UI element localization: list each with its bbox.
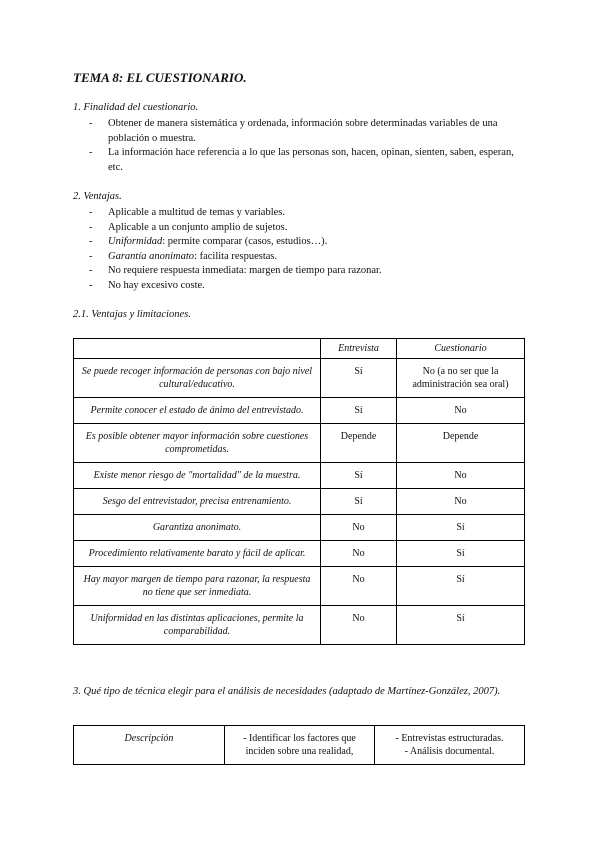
table-cell: No bbox=[321, 541, 397, 567]
table-cell: Procedimiento relativamente barato y fácil de aplicar. bbox=[74, 541, 321, 567]
table-cell: Permite conocer el estado de ánimo del entrevistado. bbox=[74, 398, 321, 424]
technique-table bbox=[73, 725, 525, 765]
comparison-table bbox=[73, 338, 525, 645]
table-row bbox=[74, 567, 525, 606]
table-row bbox=[74, 515, 525, 541]
table-cell: Sí bbox=[397, 515, 525, 541]
table-row bbox=[74, 541, 525, 567]
table-cell: Sí bbox=[397, 567, 525, 606]
table-cell: No bbox=[397, 463, 525, 489]
table-header-cell: Cuestionario bbox=[397, 339, 525, 359]
table-cell: Depende bbox=[397, 424, 525, 463]
table-cell: Sí bbox=[321, 489, 397, 515]
section3-heading: 3. Qué tipo de técnica elegir para el análisis de necesidades (adaptado de Martínez-González, 2007). bbox=[73, 686, 501, 697]
table-cell: Garantiza anonimato. bbox=[74, 515, 321, 541]
table-cell: - Entrevistas estructuradas. - Análisis documental. bbox=[375, 726, 525, 765]
table-cell: No bbox=[397, 489, 525, 515]
table-cell: Descripción bbox=[74, 726, 225, 765]
table-cell: No bbox=[397, 398, 525, 424]
section21-heading: 2.1. Ventajas y limitaciones. bbox=[73, 309, 191, 320]
table-cell: Sí bbox=[321, 463, 397, 489]
table-cell: Sí bbox=[321, 359, 397, 398]
table-cell: Sí bbox=[321, 398, 397, 424]
table-cell: No bbox=[321, 515, 397, 541]
list-item: - La información hace referencia a lo que las personas son, hacen, opinan, sienten, saben, esperan, etc. bbox=[89, 147, 514, 173]
table-cell: Hay mayor margen de tiempo para razonar, la respuesta no tiene que ser inmediata. bbox=[74, 567, 321, 606]
table-row bbox=[74, 489, 525, 515]
section2-heading: 2. Ventajas. bbox=[73, 191, 122, 202]
page-title: TEMA 8: EL CUESTIONARIO. bbox=[73, 70, 247, 85]
table-cell: Es posible obtener mayor información sobre cuestiones comprometidas. bbox=[74, 424, 321, 463]
table-header-row bbox=[74, 339, 525, 359]
table-row bbox=[74, 398, 525, 424]
section1-heading: 1. Finalidad del cuestionario. bbox=[73, 102, 199, 113]
table-cell: Sí bbox=[397, 606, 525, 645]
list-item: - Garantía anonimato: facilita respuestas. bbox=[89, 250, 278, 262]
section1-list bbox=[73, 117, 528, 175]
table-header-cell: Entrevista bbox=[321, 339, 397, 359]
table-header-cell bbox=[74, 339, 321, 359]
table-cell: Uniformidad en las distintas aplicaciones, permite la comparabilidad. bbox=[74, 606, 321, 645]
table-row bbox=[74, 424, 525, 463]
table-cell: - Identificar los factores que inciden sobre una realidad, bbox=[225, 726, 375, 765]
list-item: - No requiere respuesta inmediata: margen de tiempo para razonar. bbox=[89, 265, 382, 276]
table-cell: Depende bbox=[321, 424, 397, 463]
list-item: - Uniformidad: permite comparar (casos, estudios…). bbox=[89, 236, 328, 247]
table-row bbox=[74, 359, 525, 398]
table-cell: No bbox=[321, 606, 397, 645]
table-row bbox=[74, 463, 525, 489]
table-cell: Se puede recoger información de personas con bajo nivel cultural/educativo. bbox=[74, 359, 321, 398]
table-row bbox=[74, 726, 525, 765]
table-cell: Sí bbox=[397, 541, 525, 567]
table-cell: Existe menor riesgo de "mortalidad" de la muestra. bbox=[74, 463, 321, 489]
list-item: - Aplicable a multitud de temas y variables. bbox=[89, 207, 285, 218]
table-row bbox=[74, 606, 525, 645]
table-cell: No (a no ser que la administración sea oral) bbox=[397, 359, 525, 398]
list-item: - Obtener de manera sistemática y ordenada, información sobre determinadas variables de una población o muestra. bbox=[89, 118, 498, 144]
list-item: - Aplicable a un conjunto amplio de sujetos. bbox=[89, 221, 288, 233]
table-cell: Sesgo del entrevistador, precisa entrenamiento. bbox=[74, 489, 321, 515]
section2-list bbox=[73, 206, 528, 293]
list-item: - No hay excesivo coste. bbox=[89, 279, 205, 291]
table-cell: No bbox=[321, 567, 397, 606]
